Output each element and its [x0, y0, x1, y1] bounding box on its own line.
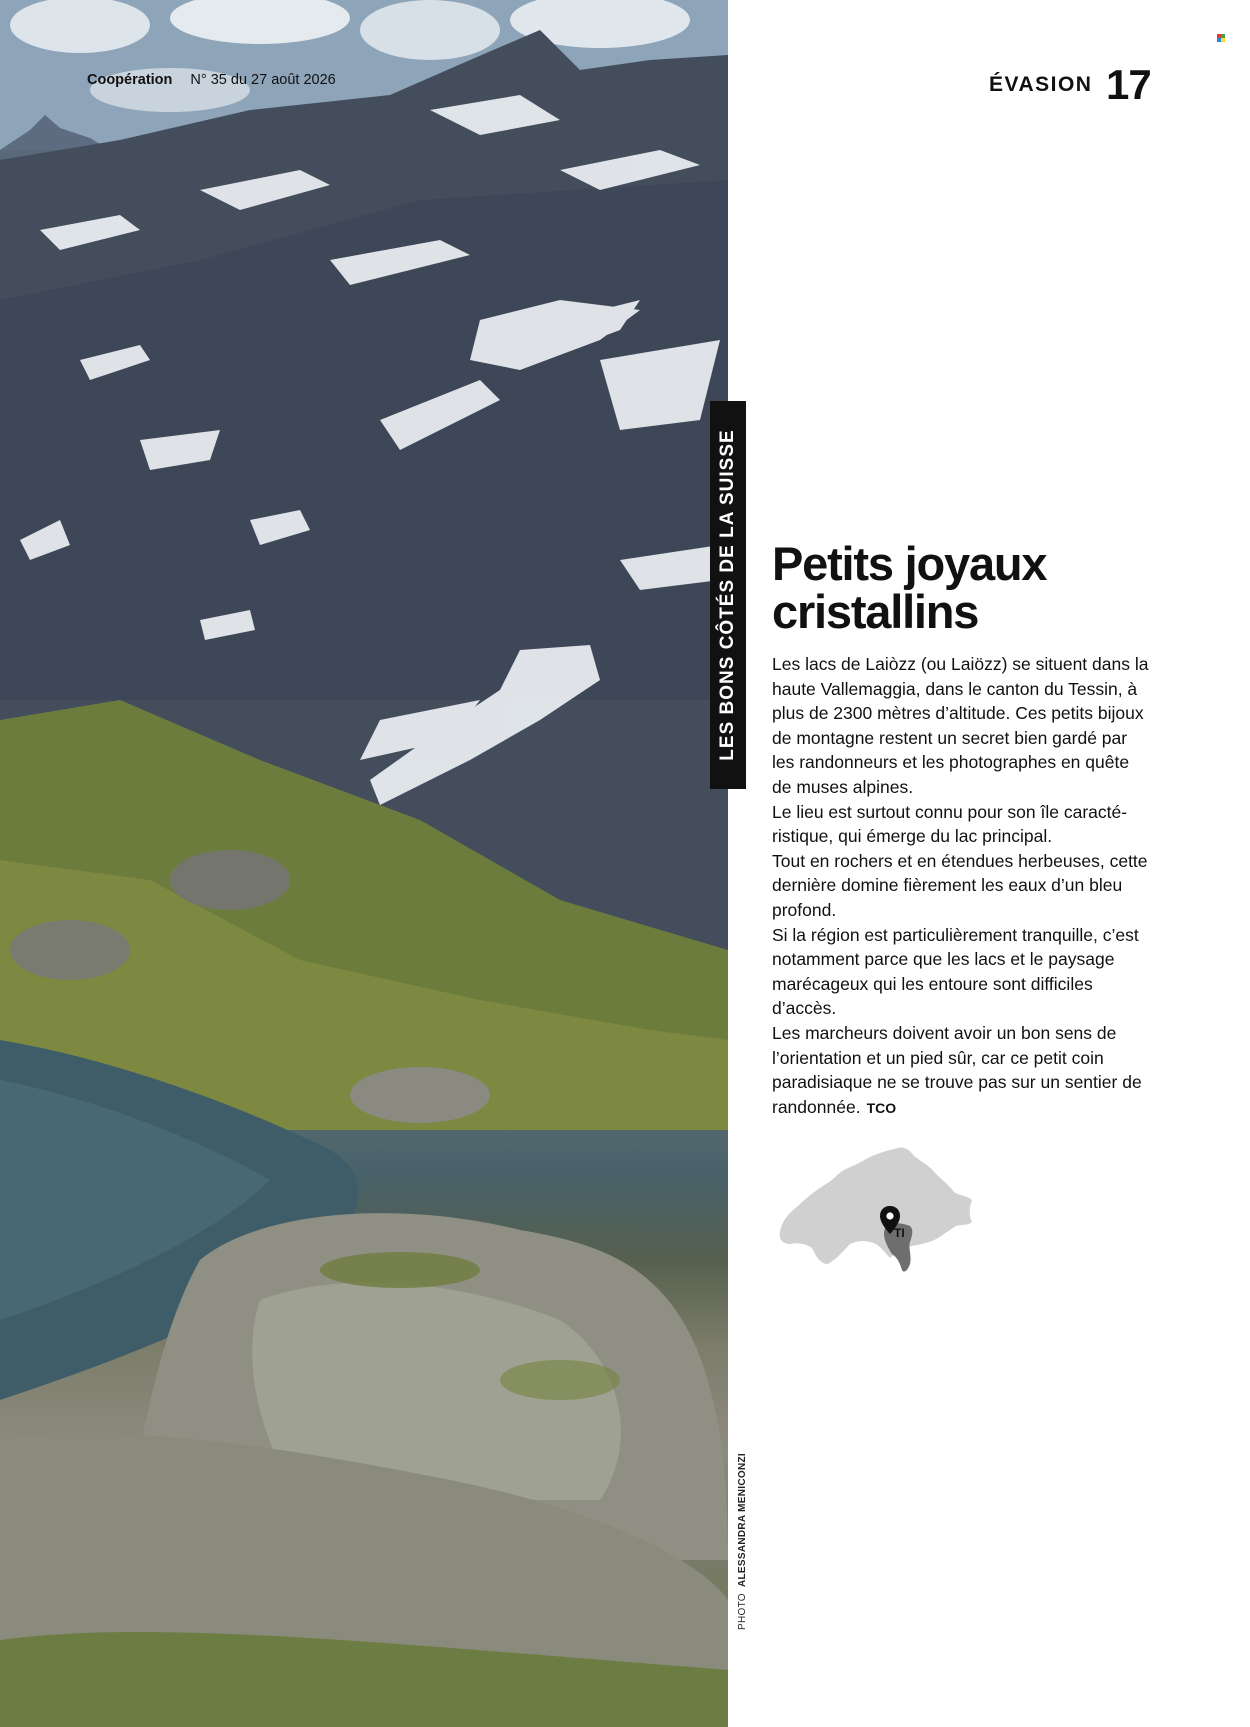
article-title	[772, 537, 1152, 638]
switzerland-shape	[780, 1147, 972, 1264]
publication-header	[87, 72, 336, 88]
rubric-label: LES BONS CÔTÉS DE LA SUISSE	[717, 429, 738, 761]
article-paragraph: Les lacs de Laiòzz (ou Laiözz) se situent dans la haute Vallemaggia, dans le canton du Tessin, à plus de 2300 mètres d’altitude. Ces petits bijoux de montagne restent un secret bien gardé par les randonneurs et les photographes en quête de muses alpines.	[772, 654, 1149, 797]
article-paragraph: Si la région est particulièrement tranquille, c’est notamment parce que les lacs et le paysage marécageux qui les entoure sont difficiles d’accès.	[772, 924, 1139, 1019]
article-paragraph-last	[772, 1021, 1152, 1120]
photo-credit	[737, 1453, 748, 1630]
colour-marker-icon	[1217, 34, 1227, 42]
article-paragraph: Tout en rochers et en étendues herbeuses, cette dernière domine fièrement les eaux d’un bleu profond.	[772, 850, 1148, 920]
switzerland-map	[772, 1140, 982, 1275]
photo-credit-prefix: PHOTO	[737, 1593, 748, 1630]
author-signature: TCO	[866, 1099, 897, 1116]
article-paragraph: Le lieu est surtout connu pour son île caractéristique, qui émerge du lac principal.	[772, 801, 1128, 847]
rubric-band	[710, 401, 746, 789]
publication-name: Coopération	[87, 72, 173, 88]
section-title: ÉVASION	[989, 73, 1093, 96]
article-body	[772, 652, 1152, 1120]
article-title-line-1: Petits joyaux	[772, 537, 1047, 590]
photo-credit-author: ALESSANDRA MENICONZI	[737, 1453, 748, 1588]
article-title-line-2: cristallins	[772, 585, 979, 638]
canton-label: TI	[894, 1226, 905, 1240]
issue-info: N° 35 du 27 août 2026	[190, 72, 336, 88]
article-paragraph-text: Les marcheurs doivent avoir un bon sens de l’orientation et un pied sûr, car ce petit coin paradisiaque ne se trouve pas sur un sentier de randonnée.	[772, 1022, 1142, 1117]
page-number: 17	[1106, 61, 1151, 108]
